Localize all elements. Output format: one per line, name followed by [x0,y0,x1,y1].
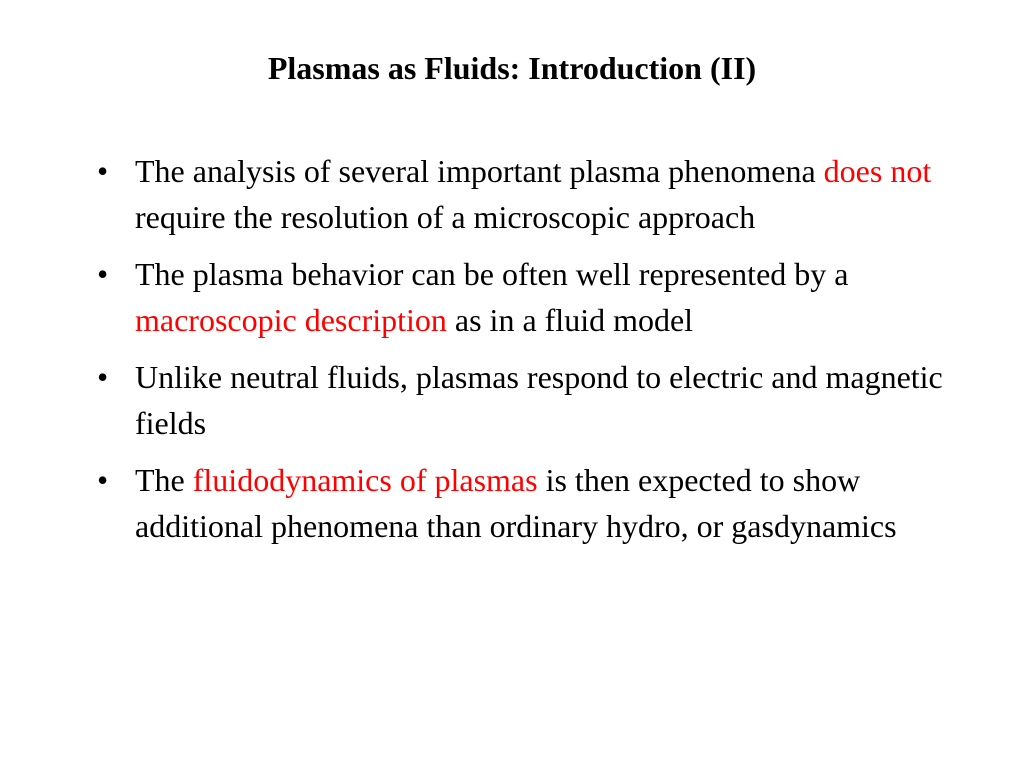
text-segment: require the resolution of a microscopic approach [135,198,756,235]
text-segment: The plasma behavior can be often well represented by a [135,256,849,292]
text-segment: Unlike neutral fluids, plasmas respond to electric and magnetic fields [135,359,943,441]
highlighted-phrase: fluidodynamics of plasmas [192,462,538,498]
bullet-icon: • [97,256,109,292]
bullet-item [97,355,967,446]
bullet-text [135,153,931,235]
bullet-item [97,458,967,549]
bullet-text [135,359,943,441]
text-segment: is then expected to show additional phenomena than ordinary hydro, or gasdynamics [135,462,897,544]
bullet-item [97,252,967,343]
bullet-list [97,149,967,561]
bullet-icon: • [97,153,109,189]
bullet-icon: • [97,359,109,395]
bullet-icon: • [97,462,109,498]
bullet-text [135,462,897,544]
bullet-text [135,256,848,338]
highlighted-phrase: does not [823,153,932,189]
text-segment: The analysis of several important plasma phenomena [135,153,824,189]
bullet-item [97,149,967,240]
text-segment: The [135,462,193,498]
slide-title: Plasmas as Fluids: Introduction (II) [267,50,757,86]
text-segment: as in a fluid model [446,301,694,338]
highlighted-phrase: macroscopic description [135,301,447,338]
